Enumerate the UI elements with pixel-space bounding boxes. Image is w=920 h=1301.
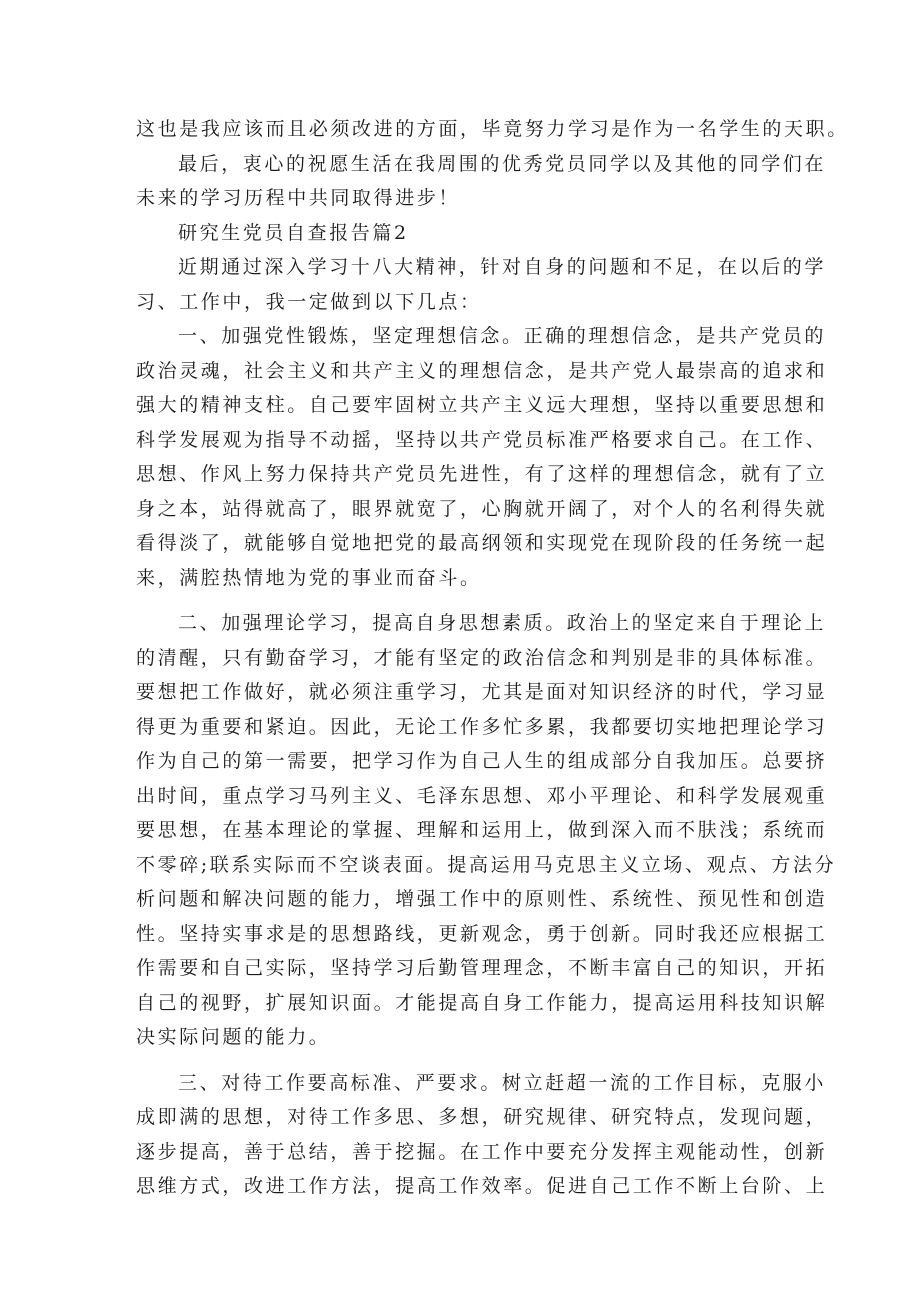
text-line: 习、工作中，我一定做到以下几点： — [136, 290, 482, 313]
paragraph-start: 一、加强党性锻炼，坚定理想信念。正确的理想信念，是共产党员的 — [178, 325, 827, 347]
text-line: 要想把工作做好，就必须注重学习，尤其是面对知识经济的时代，学习显 — [136, 681, 828, 703]
text-line: 析问题和解决问题的能力，增强工作中的原则性、系统性、预见性和创造 — [136, 888, 828, 910]
text-line: 未来的学习历程中共同取得进步！ — [136, 187, 461, 209]
text-line: 看得淡了，就能够自觉地把党的最高纲领和实现党在现阶段的任务统一起 — [136, 532, 828, 554]
text-line: 决实际问题的能力。 — [136, 1026, 331, 1048]
text-line: 成即满的思想，对待工作多思、多想，研究规律、研究特点，发现问题， — [136, 1106, 828, 1128]
text-line: 科学发展观为指导不动摇，坚持以共产党员标准严格要求自己。在工作、 — [136, 428, 828, 451]
section-heading: 研究生党员自查报告篇2 — [178, 221, 409, 244]
text-line: 政治灵魂，社会主义和共产主义的理想信念，是共产党人最崇高的追求和 — [136, 359, 828, 382]
text-line: 性。坚持实事求是的思想路线，更新观念，勇于创新。同时我还应根据工 — [136, 922, 828, 945]
paragraph-start: 近期通过深入学习十八大精神，针对自身的问题和不足，在以后的学 — [178, 256, 827, 278]
text-line: 出时间，重点学习马列主义、毛泽东思想、邓小平理论、和科学发展观重 — [136, 784, 828, 807]
text-line: 不零碎;联系实际而不空谈表面。提高运用马克思主义立场、观点、方法分 — [136, 853, 837, 876]
paragraph-start: 最后，衷心的祝愿生活在我周围的优秀党员同学以及其他的同学们在 — [178, 152, 827, 175]
text-line: 强大的精神支柱。自己要牢固树立共产主义远大理想，坚持以重要思想和 — [136, 394, 828, 416]
paragraph-start: 二、加强理论学习，提高自身思想素质。政治上的坚定来自于理论上 — [178, 612, 827, 634]
text-line: 来，满腔热情地为党的事业而奋斗。 — [136, 566, 482, 589]
text-line: 得更为重要和紧迫。因此，无论工作多忙多累，我都要切实地把理论学习 — [136, 715, 828, 738]
text-line: 逐步提高，善于总结，善于挖掘。在工作中要充分发挥主观能动性，创新 — [136, 1140, 828, 1163]
text-line: 的清醒，只有勤奋学习，才能有坚定的政治信念和判别是非的具体标准。 — [136, 646, 828, 669]
text-line: 身之本，站得就高了，眼界就宽了，心胸就开阔了，对个人的名利得失就 — [136, 497, 828, 520]
text-line: 作需要和自己实际，坚持学习后勤管理理念，不断丰富自己的知识，开拓 — [136, 957, 828, 979]
text-line: 作为自己的第一需要，把学习作为自己人生的组成部分自我加压。总要挤 — [136, 750, 828, 772]
text-line: 这也是我应该而且必须改进的方面，毕竟努力学习是作为一名学生的天职。 — [136, 118, 849, 140]
text-line: 思维方式，改进工作方法，提高工作效率。促进自己工作不断上台阶、上 — [136, 1175, 828, 1197]
text-line: 要思想，在基本理论的掌握、理解和运用上，做到深入而不肤浅；系统而 — [136, 819, 828, 841]
paragraph-start: 三、对待工作要高标准、严要求。树立赶超一流的工作目标，克服小 — [178, 1071, 827, 1094]
text-line: 自己的视野，扩展知识面。才能提高自身工作能力，提高运用科技知识解 — [136, 991, 828, 1014]
text-line: 思想、作风上努力保持共产党员先进性，有了这样的理想信念，就有了立 — [136, 463, 828, 485]
